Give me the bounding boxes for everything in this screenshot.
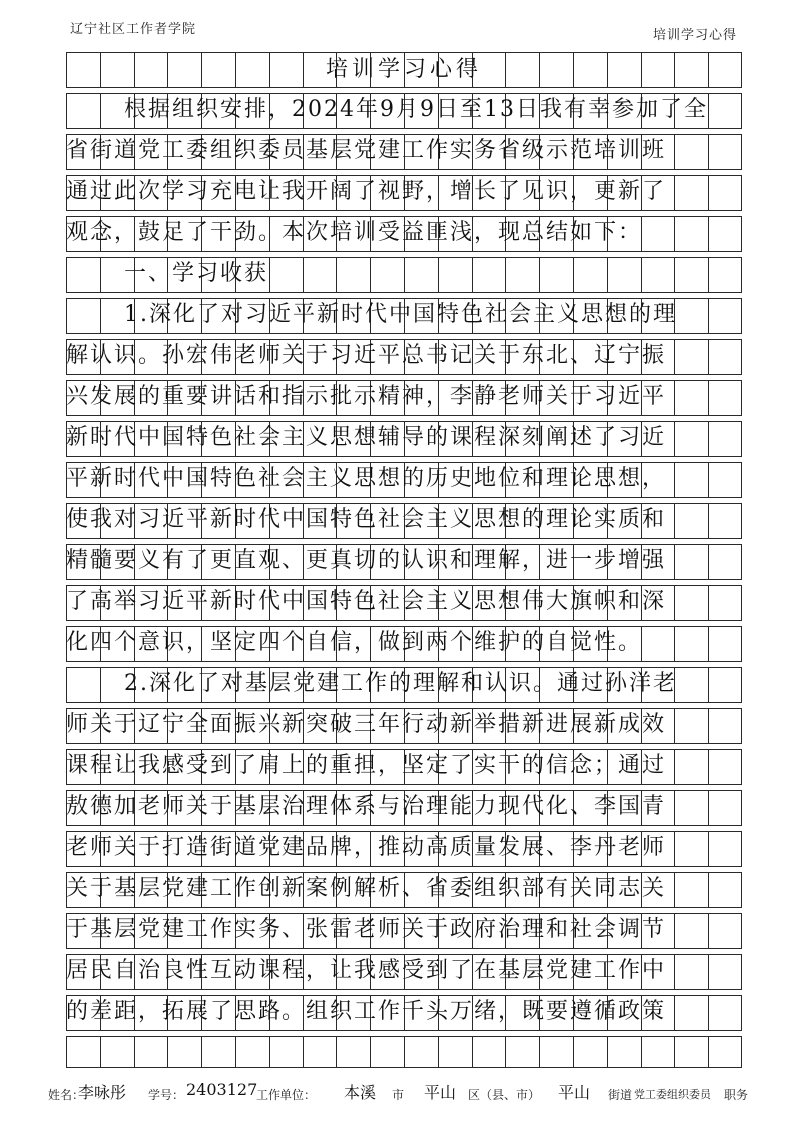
essay-line: 于基层党建工作实务、张雷老师关于政府治理和社会调节 xyxy=(66,917,667,942)
essay-line: 敖德加老师关于基层治理体系与治理能力现代化、李国青 xyxy=(66,794,667,819)
student-id-label: 学号： xyxy=(148,1088,185,1102)
work-unit-label: 工作单位： xyxy=(256,1088,317,1102)
essay-title: 培训学习心得 xyxy=(325,57,482,82)
essay-line: 居民自治良性互动课程，让我感受到了在基层党建工作中 xyxy=(66,958,667,983)
essay-line: 一、学习收获 xyxy=(124,261,269,286)
district-value: 平山 xyxy=(424,1083,457,1102)
essay-line: 使我对习近平新时代中国特色社会主义思想的理论实质和 xyxy=(66,507,667,532)
institution-header: 辽宁社区工作者学院 xyxy=(70,22,197,37)
essay-line: 关于基层党建工作创新案例解析、省委组织部有关同志关 xyxy=(66,876,667,901)
essay-line: 师关于辽宁全面振兴新突破三年行动新举措新进展新成效 xyxy=(66,712,667,737)
position-suffix: 职务 xyxy=(724,1088,749,1102)
essay-line: 根据组织安排，2024年9月9日至13日我有幸参加了全 xyxy=(124,97,708,122)
essay-line: 新时代中国特色社会主义思想辅导的课程深刻阐述了习近 xyxy=(66,425,667,450)
essay-line: 观念，鼓足了干劲。本次培训受益匪浅，现总结如下： xyxy=(66,220,643,245)
essay-line: 2.深化了对基层党建工作的理解和认识。通过孙洋老 xyxy=(124,671,677,696)
street-value: 平山 xyxy=(558,1083,591,1102)
name-label: 姓名： xyxy=(48,1088,85,1102)
essay-line: 省街道党工委组织委员基层党建工作实务省级示范培训班 xyxy=(66,138,667,163)
essay-line: 的差距，拓展了思路。组织工作千头万绪，既要遵循政策 xyxy=(66,999,667,1024)
city-suffix: 市 xyxy=(392,1088,405,1102)
essay-line: 课程让我感受到了肩上的重担，坚定了实干的信念；通过 xyxy=(66,753,667,778)
city-value: 本溪 xyxy=(344,1083,377,1102)
essay-line: 了高举习近平新时代中国特色社会主义思想伟大旗帜和深 xyxy=(66,589,667,614)
essay-line: 精髓要义有了更直观、更真切的认识和理解，进一步增强 xyxy=(66,548,667,573)
name-value: 李咏彤 xyxy=(78,1083,127,1102)
essay-line: 解认识。孙宏伟老师关于习近平总书记关于东北、辽宁振 xyxy=(66,343,667,368)
student-info-footer xyxy=(48,1080,748,1106)
essay-line: 平新时代中国特色社会主义思想的历史地位和理论思想， xyxy=(66,466,667,491)
district-suffix: 区（县、市） xyxy=(468,1088,541,1102)
street-suffix: 街道 xyxy=(608,1088,633,1102)
essay-line: 通过此次学习充电让我开阔了视野，增长了见识，更新了 xyxy=(66,179,667,204)
document-type-header: 培训学习心得 xyxy=(652,28,737,43)
student-id-value: 2403127 xyxy=(186,1080,258,1099)
essay-line: 1.深化了对习近平新时代中国特色社会主义思想的理 xyxy=(124,302,677,327)
manuscript-grid-sheet xyxy=(66,52,742,1073)
essay-line: 化四个意识，坚定四个自信，做到两个维护的自觉性。 xyxy=(66,630,643,655)
essay-line: 兴发展的重要讲话和指示批示精神，李静老师关于习近平 xyxy=(66,384,667,409)
position-value: 党工委组织委员 xyxy=(634,1088,711,1101)
essay-line: 老师关于打造街道党建品牌，推动高质量发展、李丹老师 xyxy=(66,835,667,860)
